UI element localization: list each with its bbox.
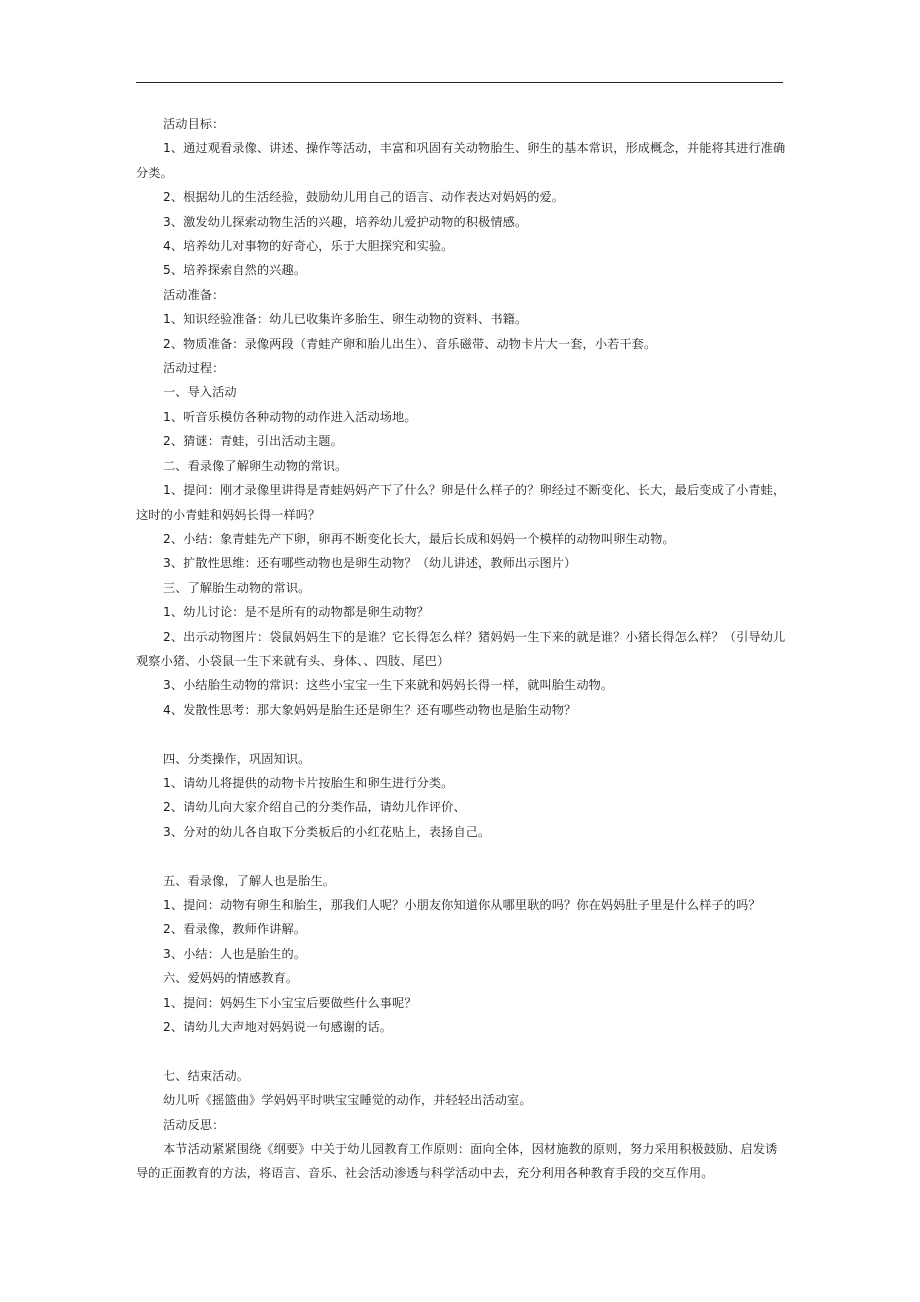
text-line: 活动准备： xyxy=(163,287,225,302)
text-line: 1、通过观看录像、讲述、操作等活动，丰富和巩固有关动物胎生、卵生的基本常识，形成概念，并能将其进行准确分类。 xyxy=(136,141,786,180)
text-line: 3、激发幼儿探索动物生活的兴趣，培养幼儿爱护动物的积极情感。 xyxy=(163,214,528,229)
text-line: 二、看录像了解卵生动物的常识。 xyxy=(163,458,348,473)
text-line: 活动目标： xyxy=(163,117,225,131)
text-line: 1、提问：妈妈生下小宝宝后要做些什么事呢？ xyxy=(163,995,417,1010)
text-line: 六、爱妈妈的情感教育。 xyxy=(163,971,299,986)
text-line: 2、看录像，教师作讲解。 xyxy=(163,922,307,937)
text-line: 活动过程： xyxy=(163,361,225,376)
text-line: 七、结束活动。 xyxy=(163,1068,250,1083)
text-line: 2、出示动物图片：袋鼠妈妈生下的是谁？它长得怎么样？猪妈妈一生下来的就是谁？小猪长得怎么样？（引导幼儿观察小猪、小袋鼠一生下来就有头、身体、、四肢、尾巴） xyxy=(136,629,786,668)
text-line: 5、培养探索自然的兴趣。 xyxy=(163,263,307,278)
text-line: 3、小结：人也是胎生的。 xyxy=(163,946,307,961)
text-line: 2、根据幼儿的生活经验，鼓励幼儿用自己的语言、动作表达对妈妈的爱。 xyxy=(163,190,565,205)
text-line: 3、扩散性思维：还有哪些动物也是卵生动物？（幼儿讲述，教师出示图片） xyxy=(163,556,577,571)
text-line: 2、请幼儿大声地对妈妈说一句感谢的话。 xyxy=(163,1020,393,1034)
text-line: 4、培养幼儿对事物的好奇心，乐于大胆探究和实验。 xyxy=(163,239,454,254)
text-line: 3、小结胎生动物的常识：这些小宝宝一生下来就和妈妈长得一样，就叫胎生动物。 xyxy=(163,678,614,693)
text-line: 1、提问：动物有卵生和胎生，那我们人呢？小朋友你知道你从哪里耿的吗？你在妈妈肚子里是什么样子的吗？ xyxy=(163,897,761,912)
text-line: 五、看录像，了解人也是胎生。 xyxy=(163,873,336,888)
text-line: 1、提问：刚才录像里讲得是青蛙妈妈产下了什么？卵是什么样子的？卵经过不断变化、长大，最后变成了小青蛙，这时的小青蛙和妈妈长得一样吗？ xyxy=(136,483,786,522)
text-line: 1、听音乐模仿各种动物的动作进入活动场地。 xyxy=(163,409,417,424)
text-line: 三、了解胎生动物的常识。 xyxy=(163,580,311,595)
text-line: 幼儿听《摇篮曲》学妈妈平时哄宝宝睡觉的动作，并轻轻出活动室。 xyxy=(163,1093,532,1108)
text-line: 4、发散性思考：那大象妈妈是胎生还是卵生？还有哪些动物也是胎生动物？ xyxy=(163,702,577,717)
header-divider xyxy=(136,82,783,83)
text-line: 3、分对的幼儿各自取下分类板后的小红花贴上，表扬自己。 xyxy=(163,824,491,839)
text-line: 本节活动紧紧围绕《纲要》中关于幼儿园教育工作原则：面向全体，因材施教的原则，努力采用积极鼓励、启发诱导的正面教育的方法，将语言、音乐、社会活动渗透与科学活动中去，充分利用各种教育手段的交互作用。 xyxy=(136,1142,778,1181)
text-line: 活动反思： xyxy=(163,1117,225,1132)
text-line: 2、物质准备：录像两段（青蛙产卵和胎儿出生）、音乐磁带、动物卡片大一套，小若干套。 xyxy=(163,336,657,351)
text-line: 2、小结：象青蛙先产下卵，卵再不断变化长大，最后长成和妈妈一个模样的动物叫卵生动物。 xyxy=(163,531,675,546)
text-line: 1、请幼儿将提供的动物卡片按胎生和卵生进行分类。 xyxy=(163,775,454,790)
text-line: 1、知识经验准备：幼儿已收集许多胎生、卵生动物的资料、书籍。 xyxy=(163,312,528,327)
text-line: 2、请幼儿向大家介绍自己的分类作品，请幼儿作评价、 xyxy=(163,800,466,815)
blank-line xyxy=(136,722,786,746)
document-body xyxy=(136,112,786,1186)
text-line: 一、导入活动 xyxy=(163,385,237,400)
text-line: 1、幼儿讨论：是不是所有的动物都是卵生动物？ xyxy=(163,605,429,620)
text-line: 四、分类操作，巩固知识。 xyxy=(163,751,311,766)
text-line: 2、猜谜：青蛙，引出活动主题。 xyxy=(163,434,343,449)
blank-line xyxy=(136,844,786,868)
blank-line xyxy=(136,1039,786,1063)
